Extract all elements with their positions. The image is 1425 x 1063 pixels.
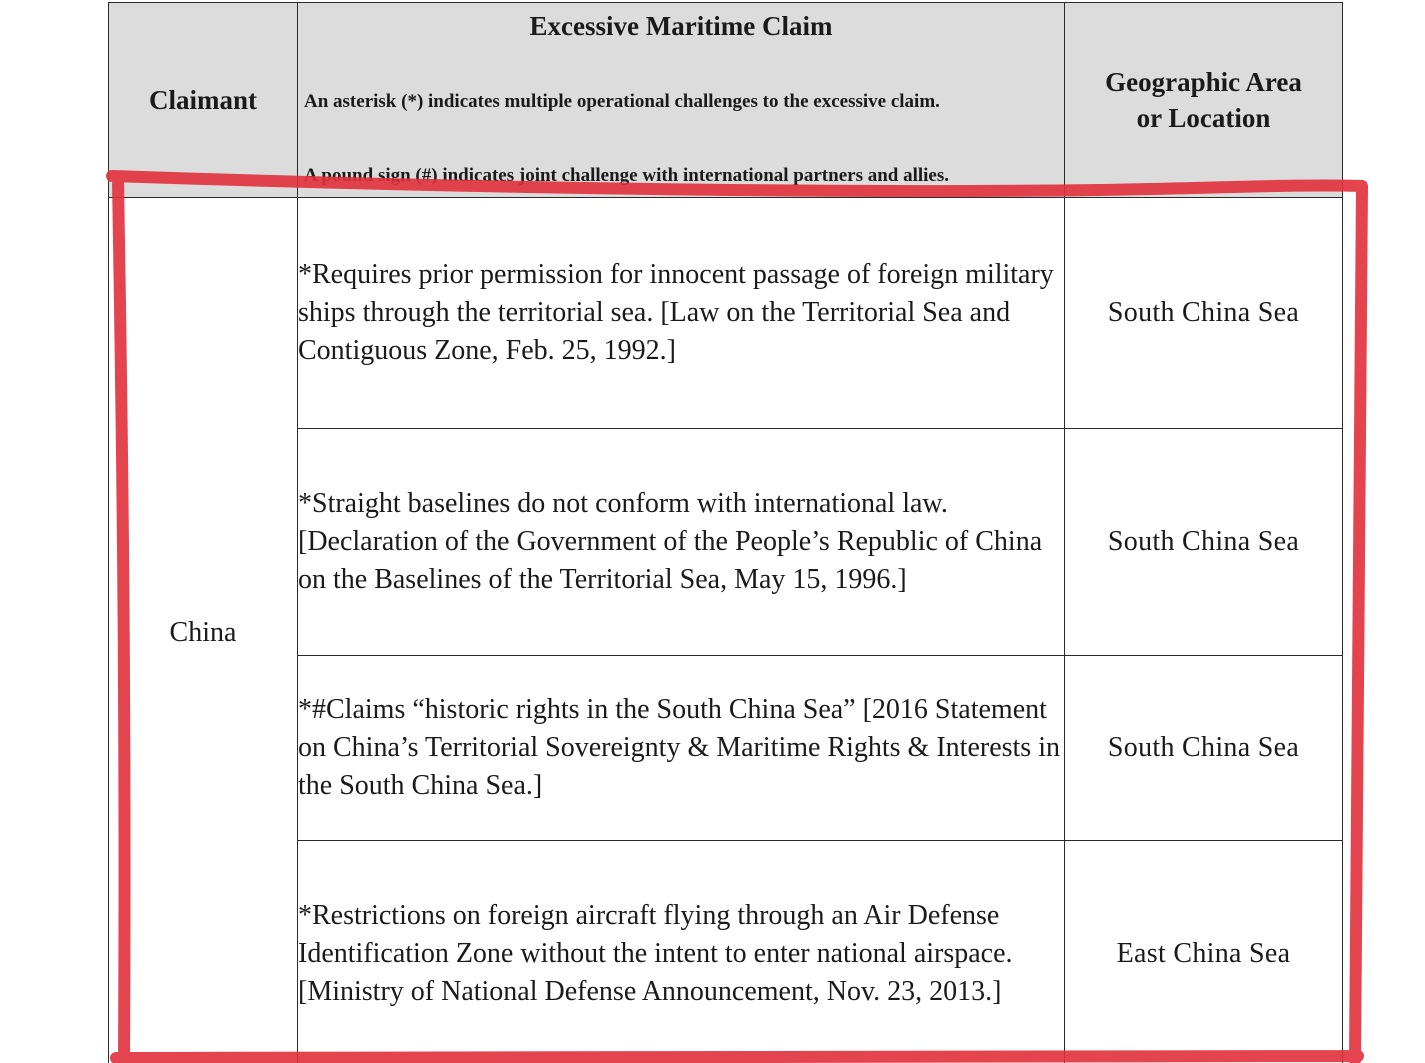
claim-cell: *Restrictions on foreign aircraft flying through an Air Defense Identification Zone without the intent to enter national airspace. [Ministry of National Defense Announcement, Nov. 23, 2013.] [298,841,1065,1063]
header-claim-title: Excessive Maritime Claim [529,11,833,41]
header-excessive-claim [298,3,1065,198]
header-geo-line2: or Location [1136,103,1271,133]
header-claimant: Claimant [109,3,298,198]
table-header-row [109,3,1343,198]
claim-cell: *Requires prior permission for innocent passage of foreign military ships through the territorial sea. [Law on the Territorial Sea and Contiguous Zone, Feb. 25, 1992.] [298,198,1065,429]
location-cell: East China Sea [1065,841,1343,1063]
table-row [109,198,1343,429]
claimant-cell: China [109,198,298,1063]
header-geo-line1: Geographic Area [1105,67,1302,97]
location-cell: South China Sea [1065,656,1343,841]
header-pound-note: A pound sign (#) indicates joint challenge with international partners and allies. [304,165,950,186]
claim-cell: *Straight baselines do not conform with international law. [Declaration of the Government of the People’s Republic of China on the Baselines of the Territorial Sea, May 15, 1996.] [298,429,1065,656]
maritime-claims-table [108,2,1343,1063]
header-geographic-area [1065,3,1343,198]
header-asterisk-note: An asterisk (*) indicates multiple operational challenges to the excessive claim. [304,91,940,112]
location-cell: South China Sea [1065,429,1343,656]
claim-cell: *#Claims “historic rights in the South China Sea” [2016 Statement on China’s Territorial Sovereignty & Maritime Rights & Interests in the South China Sea.] [298,656,1065,841]
location-cell: South China Sea [1065,198,1343,429]
